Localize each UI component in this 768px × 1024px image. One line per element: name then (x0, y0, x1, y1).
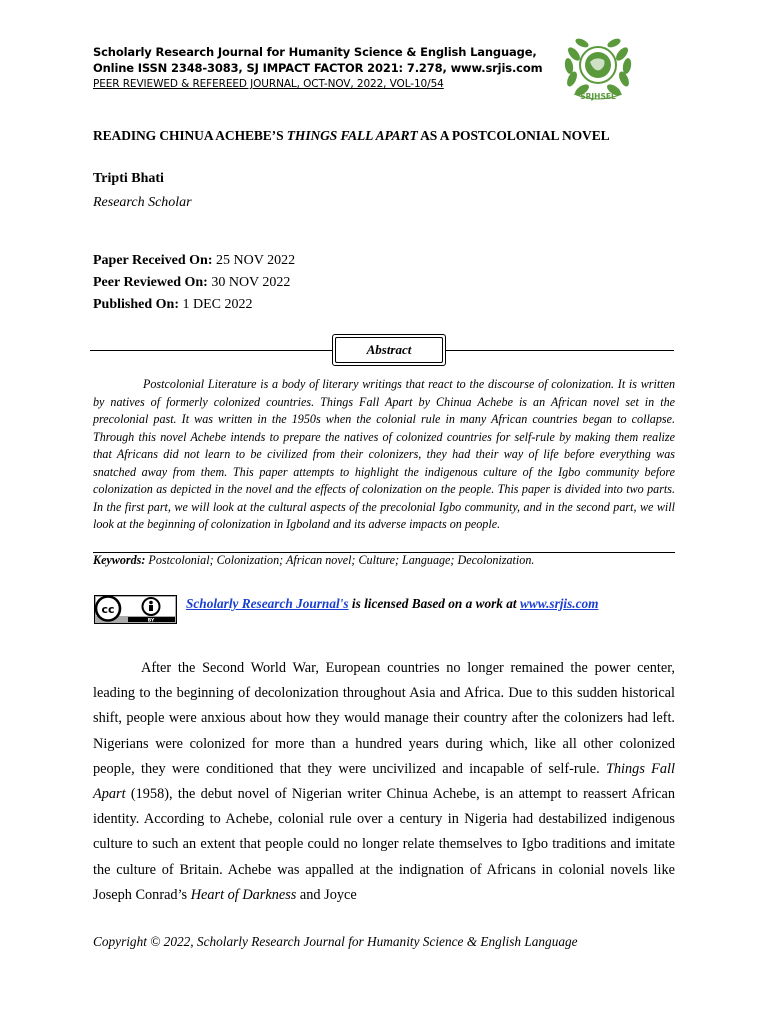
body-paragraph (93, 656, 675, 908)
abstract-rule-right (446, 350, 674, 351)
license-statement (186, 596, 599, 612)
abstract-heading-box (332, 334, 446, 366)
date-reviewed (93, 272, 295, 294)
body-text-segment: and Joyce (296, 886, 357, 903)
journal-name: Scholarly Research Journal for Humanity Science & English Language, (93, 45, 537, 59)
website-link[interactable]: www.srjis.com (519, 596, 599, 611)
body-text-segment: After the Second World War, European countries no longer remained the power center, leading to the beginning of decolonization throughout Asia and Africa. Due to this sudden historical shift, people were anxious about how they would manage their country after the colonizers had left. Nigerians were colonized for more than a hundred years during which, like all other colonized people, they were conditioned that they were uncivilized and incapable of self-rule. (93, 660, 675, 777)
author-name: Tripti Bhati (93, 171, 164, 186)
abstract-paragraph: Postcolonial Literature is a body of literary writings that react to the discourse of colonization. It is written by natives of formerly colonized countries. Things Fall Apart by Chinua Achebe is an African novel set in the precolonial past. It was written in the 1950s when the colonial rule in many African countries began to collapse. Through this novel Achebe intends to prepare the natives of colonized countries for self-rule by making them realize that Africans did not learn to be civilized from their colonizers, they had their way of life before everything was snatched away from them. This paper attempts to highlight the indigenous culture of the Igbo community before colonization as depicted in the novel and the effects of colonization on the people. This paper is divided into two parts. In the first part, we will look at the cultural aspects of the precolonial Igbo community, and in the second part, we will look at the beginning of colonization in Igboland and its adverse impacts on people. (93, 377, 675, 531)
keywords-value: Postcolonial; Colonization; African novel; Culture; Language; Decolonization. (145, 553, 535, 567)
title-part2: AS A POSTCOLONIAL NOVEL (417, 128, 610, 143)
title-italic: THINGS FALL APART (286, 128, 418, 143)
date-label: Paper Received On: (93, 253, 213, 268)
logo-text: SRJHSEL (580, 92, 616, 101)
license-middle: is licensed Based on a work at (348, 596, 520, 611)
book-title: Things Fall Apart (93, 760, 676, 803)
author-role: Research Scholar (93, 195, 192, 210)
copyright-footer: Copyright © 2022, Scholarly Research Journal for Humanity Science & English Language (93, 934, 578, 949)
title-part1: READING CHINUA ACHEBE’S (93, 128, 287, 143)
book-title: Heart of Darkness (190, 886, 297, 903)
journal-header (93, 44, 543, 92)
date-value: 1 DEC 2022 (178, 297, 253, 312)
by-icon-text: BY (147, 618, 155, 624)
journal-link[interactable]: Scholarly Research Journal's (186, 596, 349, 611)
abstract-rule-left (90, 350, 332, 351)
abstract-heading: Abstract (335, 337, 443, 363)
paper-title (93, 128, 610, 144)
keywords (93, 553, 534, 568)
body-text-segment: (1958), the debut novel of Nigerian writer Chinua Achebe, is an attempt to reassert African identity. According to Achebe, colonial rule over a century in Nigeria had destabilized indigenous culture to such an extent that people could no longer relate themselves to Igbo traditions and imitate the culture of Britain. Achebe was appalled at the indignation of Africans in colonial novels like Joseph Conrad’s (93, 786, 675, 903)
body-text (93, 656, 675, 908)
cc-by-license-icon[interactable] (94, 595, 177, 624)
journal-logo (560, 32, 636, 104)
date-value: 30 NOV 2022 (207, 275, 291, 290)
date-received (93, 250, 295, 272)
abstract-body (93, 376, 675, 534)
date-label: Published On: (93, 297, 179, 312)
journal-volume: PEER REVIEWED & REFEREED JOURNAL, OCT-NOV, 2022, VOL-10/54 (93, 78, 444, 90)
keywords-label: Keywords: (93, 553, 146, 567)
date-label: Peer Reviewed On: (93, 275, 208, 290)
paper-dates (93, 250, 295, 316)
journal-issn: Online ISSN 2348-3083, SJ IMPACT FACTOR 2021: 7.278, www.srjis.com (93, 61, 543, 75)
date-published (93, 294, 295, 316)
date-value: 25 NOV 2022 (212, 253, 296, 268)
cc-icon-text: cc (101, 603, 115, 616)
